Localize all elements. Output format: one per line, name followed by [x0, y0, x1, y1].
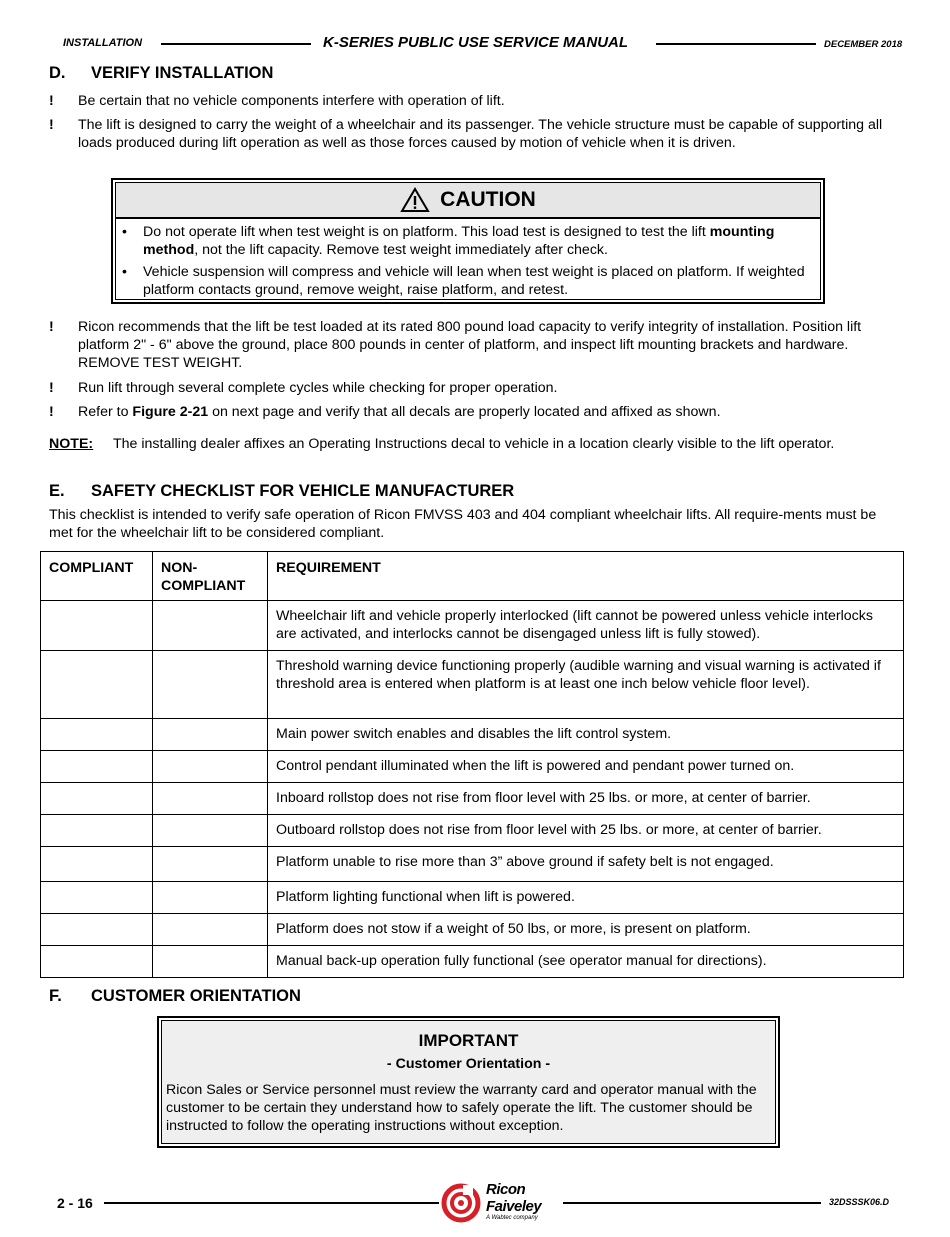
requirement-cell: Inboard rollstop does not rise from floor level with 25 lbs. or more, at center of barrier.: [268, 783, 904, 815]
page-number: 2 - 16: [57, 1195, 93, 1211]
compliant-cell[interactable]: [41, 847, 153, 882]
ricon-faiveley-logo: [441, 1181, 565, 1225]
compliant-cell[interactable]: [41, 601, 153, 651]
section-f-heading: [49, 987, 301, 1006]
non-compliant-cell[interactable]: [153, 815, 268, 847]
requirement-cell: Platform unable to rise more than 3” above ground if safety belt is not engaged.: [268, 847, 904, 882]
list-item: [49, 318, 899, 372]
requirement-cell: Control pendant illuminated when the lift is powered and pendant power turned on.: [268, 751, 904, 783]
non-compliant-cell[interactable]: [153, 882, 268, 914]
exclamation-icon: !: [49, 380, 54, 396]
requirement-cell: Wheelchair lift and vehicle properly interlocked (lift cannot be powered unless vehicle interlocks are activated, and interlocks cannot be disengaged unless lift is fully stowed).: [268, 601, 904, 651]
note: [49, 435, 869, 453]
table-row: [41, 783, 904, 815]
logo-tagline: A Wabtec company: [486, 1215, 538, 1221]
section-d-title: VERIFY INSTALLATION: [91, 64, 274, 82]
footer-rule-right: [563, 1202, 821, 1204]
section-f-letter: F.: [49, 987, 62, 1005]
list-item: [49, 92, 899, 110]
list-item: [49, 116, 899, 152]
compliant-cell[interactable]: [41, 946, 153, 978]
section-f-title: CUSTOMER ORIENTATION: [91, 987, 301, 1005]
caution-list: [116, 223, 820, 299]
caution-item: • Do not operate lift when test weight is on platform. This load test is designed to test the lift mounting method, not the lift capacity. Remove test weight immediately after check.: [122, 224, 775, 258]
requirement-cell: Manual back-up operation fully functional (see operator manual for directions).: [268, 946, 904, 978]
column-header: COMPLIANT: [41, 552, 153, 601]
ricon-swirl-icon: [441, 1181, 487, 1225]
bullet-text: The lift is designed to carry the weight of a wheelchair and its passenger. The vehicle structure must be capable of supporting all loads produced during lift operation as well as those forces caused by motion of vehicle when it is driven.: [78, 117, 883, 151]
table-row: [41, 914, 904, 946]
compliant-cell[interactable]: [41, 882, 153, 914]
bullet-text: Be certain that no vehicle components interfere with operation of lift.: [78, 93, 505, 109]
header-title: K-SERIES PUBLIC USE SERVICE MANUAL: [323, 34, 629, 51]
important-title: IMPORTANT: [418, 1031, 519, 1050]
table-row: [41, 946, 904, 978]
non-compliant-cell[interactable]: [153, 601, 268, 651]
section-e-title: SAFETY CHECKLIST FOR VEHICLE MANUFACTURER: [91, 482, 515, 500]
table-row: [41, 719, 904, 751]
non-compliant-cell[interactable]: [153, 719, 268, 751]
requirement-cell: Platform lighting functional when lift is powered.: [268, 882, 904, 914]
safety-checklist-table: [40, 551, 904, 978]
logo-faiveley-text: Faiveley: [486, 1198, 542, 1215]
table-header-row: [41, 552, 904, 601]
table-row: [41, 882, 904, 914]
column-header: NON-COMPLIANT: [153, 552, 268, 601]
header-rule-left: [161, 43, 311, 45]
requirement-cell: Main power switch enables and disables the lift control system.: [268, 719, 904, 751]
document-code: 32DSSSK06.D: [829, 1197, 890, 1207]
non-compliant-cell[interactable]: [153, 946, 268, 978]
exclamation-icon: !: [49, 404, 54, 420]
header-date: DECEMBER 2018: [824, 39, 903, 50]
list-item: [49, 403, 899, 421]
section-e-heading: [49, 482, 514, 501]
requirement-cell: Platform does not stow if a weight of 50 lbs, or more, is present on platform.: [268, 914, 904, 946]
note-label: NOTE:: [49, 436, 94, 452]
list-item: [49, 379, 899, 397]
table-row: [41, 847, 904, 882]
requirement-cell: Outboard rollstop does not rise from floor level with 25 lbs. or more, at center of barrier.: [268, 815, 904, 847]
compliant-cell[interactable]: [41, 914, 153, 946]
header-rule-right: [656, 43, 816, 45]
compliant-cell[interactable]: [41, 719, 153, 751]
non-compliant-cell[interactable]: [153, 751, 268, 783]
exclamation-icon: !: [49, 93, 54, 109]
caution-title: CAUTION: [440, 188, 536, 211]
bullet-text: Run lift through several complete cycles while checking for proper operation.: [78, 380, 558, 396]
compliant-cell[interactable]: [41, 815, 153, 847]
compliant-cell[interactable]: [41, 783, 153, 815]
note-text: The installing dealer affixes an Operating Instructions decal to vehicle in a location clearly visible to the lift operator.: [113, 436, 835, 452]
section-d-heading: [49, 64, 273, 83]
caution-item: • Vehicle suspension will compress and vehicle will lean when test weight is placed on platform. If weighted platform contacts ground, remove weight, raise platform, and retest.: [122, 264, 805, 298]
caution-header: [116, 183, 820, 219]
compliant-cell[interactable]: [41, 751, 153, 783]
section-d-letter: D.: [49, 64, 66, 82]
exclamation-icon: !: [49, 319, 54, 335]
non-compliant-cell[interactable]: [153, 847, 268, 882]
bullet-text: Refer to Figure 2-21 on next page and verify that all decals are properly located and affixed as shown.: [78, 404, 721, 420]
header-section-label: INSTALLATION: [63, 37, 143, 49]
table-row: [41, 751, 904, 783]
important-box: [157, 1016, 780, 1148]
important-body: Ricon Sales or Service personnel must review the warranty card and operator manual with the customer to be certain they understand how to safely operate the lift. The customer should be instructed to follow the operating instructions without exception.: [166, 1082, 757, 1134]
table-row: [41, 815, 904, 847]
logo-ricon-text: Ricon: [486, 1181, 526, 1198]
warning-triangle-icon: [400, 187, 430, 213]
footer-rule-left: [104, 1202, 439, 1204]
table-row: [41, 651, 904, 719]
requirement-cell: Threshold warning device functioning properly (audible warning and visual warning is activated if threshold area is entered when platform is at least one inch below vehicle floor level).: [268, 651, 904, 719]
exclamation-icon: !: [49, 117, 54, 133]
section-e-letter: E.: [49, 482, 65, 500]
table-row: [41, 601, 904, 651]
bullet-text: Ricon recommends that the lift be test loaded at its rated 800 pound load capacity to verify integrity of installation. Position lift platform 2" - 6" above the ground, place 800 pounds in center of platform, and inspect lift mounting brackets and hardware. REMOVE TEST WEIGHT.: [78, 319, 862, 371]
checklist-intro: This checklist is intended to verify safe operation of Ricon FMVSS 403 and 404 compliant wheelchair lifts. All require-ments must be met for the wheelchair lift to be considered compliant.: [49, 507, 877, 541]
non-compliant-cell[interactable]: [153, 783, 268, 815]
non-compliant-cell[interactable]: [153, 914, 268, 946]
column-header: REQUIREMENT: [268, 552, 904, 601]
important-subtitle: - Customer Orientation -: [386, 1056, 551, 1072]
non-compliant-cell[interactable]: [153, 651, 268, 719]
caution-box: [111, 178, 825, 304]
compliant-cell[interactable]: [41, 651, 153, 719]
